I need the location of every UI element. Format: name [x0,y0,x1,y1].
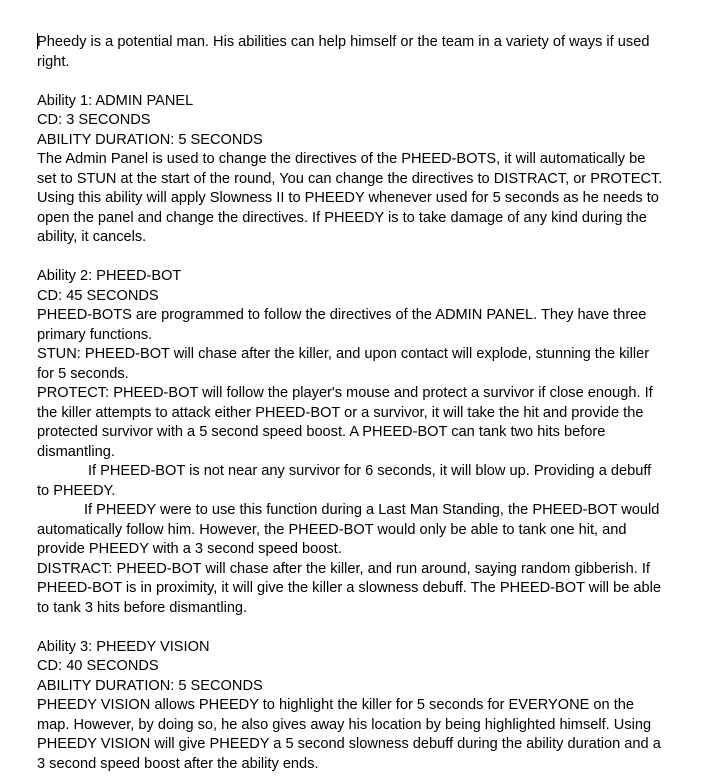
ability2-protect-note-2: If PHEEDY were to use this function during a Last Man Standing, the PHEED-BOT would automatically follow him. However, the PHEED-BOT would only be able to tank one hit, and provide PHEEDY with a 3 second speed boost. [37,502,660,557]
blank-line [37,72,667,92]
ability1-cooldown: CD: 3 SECONDS [37,112,151,128]
blank-line [37,248,667,268]
ability3-cooldown: CD: 40 SECONDS [37,658,159,674]
ability2-distract: DISTRACT: PHEED-BOT will chase after the killer, and run around, saying random gibberish. If PHEED-BOT is in proximity, it will give the killer a slowness debuff. The PHEED-BOT will be able to tank 3 hits before dismantling. [37,560,661,616]
blank-line [37,618,667,638]
document-body[interactable] [37,33,667,774]
intro-paragraph [37,33,667,72]
intro-text: Pheedy is a potential man. His abilities can help himself or the team in a variety of ways if used right. [37,34,650,70]
ability1-description: The Admin Panel is used to change the directives of the PHEED-BOTS, it will automatically be set to STUN at the start of the round, You can change the directives to DISTRACT, or PROTECT. Using this ability will apply Slowness II to PHEEDY whenever used for 5 seconds as he needs to open the panel and change the directives. If PHEEDY is to take damage of any kind during the ability, it cancels. [37,151,663,245]
ability3-title: Ability 3: PHEEDY VISION [37,638,210,655]
ability1-duration: ABILITY DURATION: 5 SECONDS [37,131,263,148]
ability2-stun: STUN: PHEED-BOT will chase after the killer, and upon contact will explode, stunning the killer for 5 seconds. [37,346,650,382]
ability2-protect-note-1: If PHEED-BOT is not near any survivor for 6 seconds, it will blow up. Providing a debuff to PHEEDY. [37,463,652,499]
ability3-description: PHEEDY VISION allows PHEEDY to highlight the killer for 5 seconds for EVERYONE on the map. However, by doing so, he also gives away his location by being highlighted himself. Using PHEEDY VISION will give PHEEDY a 5 second slowness debuff during the ability duration and a 3 second speed boost after the ability ends. [37,697,661,772]
ability2-description: PHEED-BOTS are programmed to follow the directives of the ADMIN PANEL. They have three primary functions. [37,307,647,343]
ability2-protect: PROTECT: PHEED-BOT will follow the player's mouse and protect a survivor if close enough. If the killer attempts to attack either PHEED-BOT or a survivor, it will take the hit and provide the protected survivor with a 5 second speed boost. A PHEED-BOT can tank two hits before dismantling. [37,385,653,460]
ability2-cooldown: CD: 45 SECONDS [37,287,159,304]
ability3-duration: ABILITY DURATION: 5 SECONDS [37,677,263,694]
ability2-title: Ability 2: PHEED-BOT [37,268,182,284]
ability1-title: Ability 1: ADMIN PANEL [37,92,194,109]
